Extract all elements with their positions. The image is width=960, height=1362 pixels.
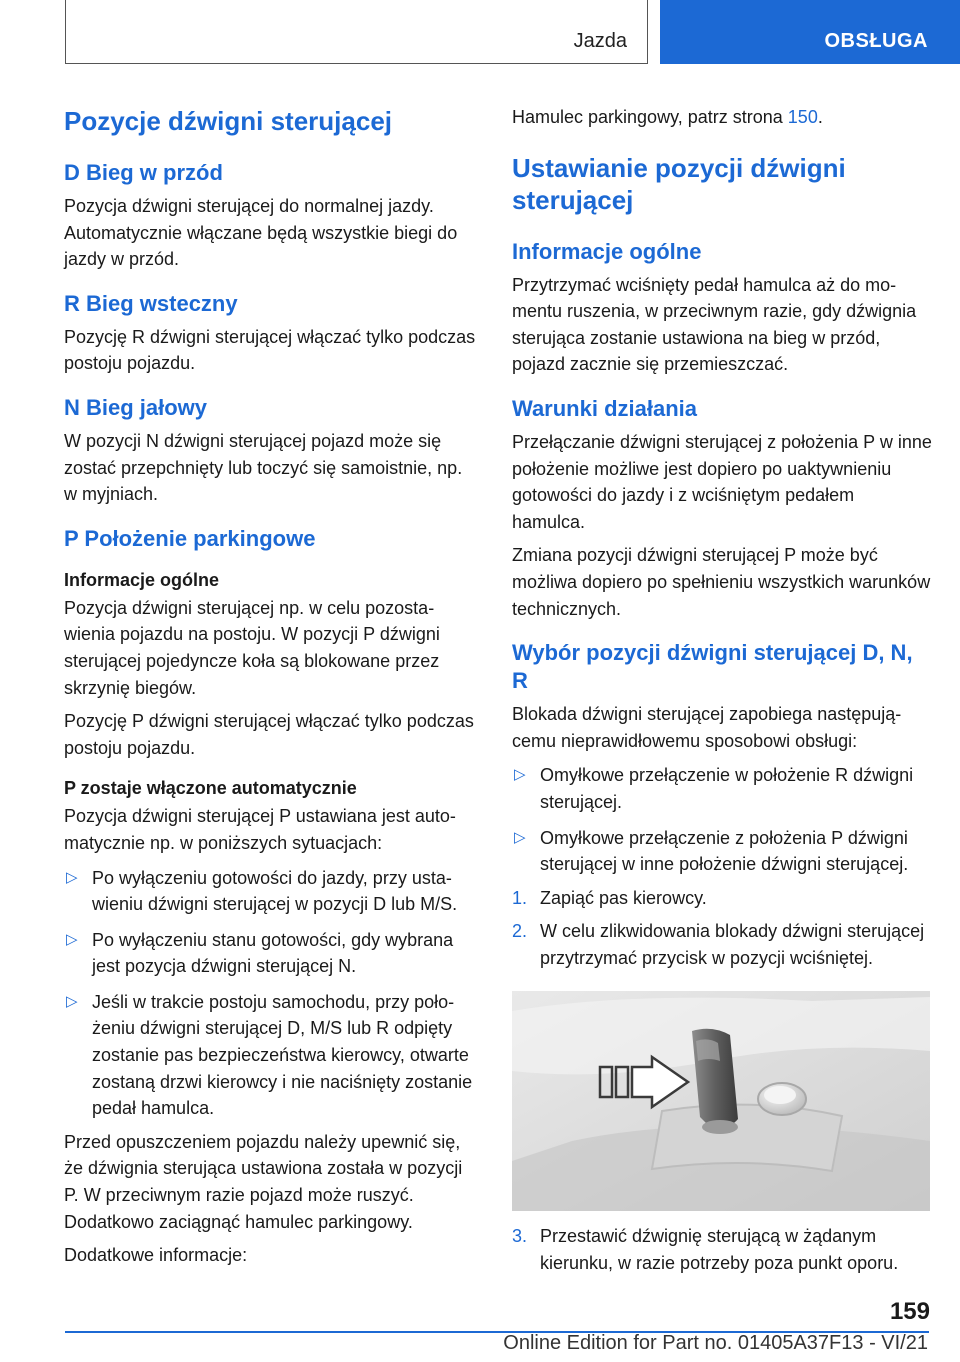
triangle-bullet-icon: ▷ [66,868,78,886]
triangle-bullet-icon: ▷ [66,992,78,1010]
text-more-info: Dodatkowe informacje: [64,1245,248,1266]
heading-n-gear: N Bieg jałowy [64,394,208,420]
step-number: 1. [512,887,528,908]
text-r-gear: Pozycję R dźwigni sterującej włączać tylko podczas postoju pojazdu. [64,326,476,374]
text-warning: Przed opuszczeniem pojazdu należy upewnić się, że dźwignia sterująca ustawiona została w pozycji P. W przeciwnym razie pojazd może ruszyć. Dodatkowo zaciągnąć hamulec parkingowy. [64,1131,463,1232]
chapter-tab[interactable] [660,0,960,64]
right-column [512,100,932,1277]
triangle-bullet-icon: ▷ [514,766,526,784]
step-item: 1. Zapiąć pas kierowcy. [512,885,932,912]
text-p-auto: Pozycja dźwigni sterującej P ustawiana jest automatycznie np. w poniższych sytuacjach: [64,806,456,853]
heading-set-position: Ustawianie pozycji dźwigni sterującej [512,152,846,215]
step-number: 2. [512,921,528,942]
page-link-150[interactable]: 150 [787,107,818,127]
section-title: Jazda [573,30,627,52]
heading-conditions: Warunki działania [512,395,698,421]
text-p-info: Pozycja dźwigni sterującej np. w celu pozostawienia pojazdu na postoju. W pozycji P dźwigni sterującej pojedyncze koła są blokowane przez skrzynię biegów. [64,597,440,698]
text-n-gear: W pozycji N dźwigni sterującej pojazd może się zostać przepchnięty lub toczyć się samoistnie, np. w myjniach. [64,430,463,505]
list-item: ▷ Po wyłączeniu gotowości do jazdy, przy ustawieniu dźwigni sterującej w pozycji D lub M/S. [64,865,479,918]
chapter-tab-label: OBSŁUGA [824,30,928,52]
list-item: ▷ Po wyłączeniu stanu gotowości, gdy wybrana jest pozycja dźwigni sterującej N. [64,927,479,980]
list-item: ▷ Omyłkowe przełączenie w położenie R dźwigni sterującej. [512,762,932,815]
triangle-bullet-icon: ▷ [514,828,526,846]
text-p-info-2: Pozycję P dźwigni sterującej włączać tylko podczas postoju pojazdu. [64,711,474,758]
left-column [64,100,479,1269]
heading-p-info: Informacje ogólne [64,569,220,590]
heading-p-auto: P zostaje włączone automatycznie [64,778,357,799]
list-item: ▷ Jeśli w trakcie postoju samochodu, przy położeniu dźwigni sterującej D, M/S lub R odpięty zostanie pas bezpieczeństwa kierowcy, otwarte zostaną drzwi kierowcy i nie naciśnięty zostanie pedał hamulca. [64,989,479,1122]
step-number: 3. [512,1226,528,1247]
footer-edition: Online Edition for Part no. 01405A37F13 - VI/21 [503,1332,928,1354]
heading-p-position: P Położenie parkingowe [64,525,316,551]
step-item: 3. Przestawić dźwignię sterującą w żądanym kierunku, w razie potrzeby poza punkt oporu. [512,1223,932,1276]
heading-select-position: Wybór pozycji dźwigni sterującej D, N, R [512,640,913,694]
parking-brake-reference: Hamulec parkingowy, patrz strona 150. [512,107,823,127]
heading-d-gear: D Bieg w przód [64,160,223,185]
page-title: Pozycje dźwigni sterującej [64,106,392,136]
text-general-info: Przytrzymać wciśnięty pedał hamulca aż do momentu ruszenia, w przeciwnym razie, gdy dźwignia sterująca zostanie ustawiona na bieg w przód, pojazd zacznie się przemieszczać. [512,274,917,375]
triangle-bullet-icon: ▷ [66,930,78,948]
text-select-position: Blokada dźwigni sterującej zapobiega następującemu nieprawidłowemu sposobowi obsługi: [512,704,902,751]
heading-general-info: Informacje ogólne [512,238,702,264]
page-number: 159 [889,1298,930,1325]
step-item: 2. W celu zlikwidowania blokady dźwigni sterującej przytrzymać przycisk w pozycji wciśniętej. [512,918,932,971]
text-d-gear: Pozycja dźwigni sterującej do normalnej jazdy. Automatycznie włączane będą wszystkie biegi do jazdy w przód. [64,196,458,270]
heading-r-gear: R Bieg wsteczny [64,290,238,316]
header-section-box [65,0,648,64]
list-item: ▷ Omyłkowe przełączenie z położenia P dźwigni sterującej w inne położenie dźwigni sterującej. [512,825,932,878]
gear-selector-photo [512,991,930,1211]
text-conditions: Przełączanie dźwigni sterującej z położenia P w inne położenie możliwe jest dopiero po uaktywnieniu gotowości do jazdy i z wciśniętym pedałem hamulca. [512,431,932,532]
text-conditions-2: Zmiana pozycji dźwigni sterującej P może być możliwa dopiero po spełnieniu wszystkich warunków technicznych. [512,545,931,619]
gear-selector-illustration [512,991,930,1211]
